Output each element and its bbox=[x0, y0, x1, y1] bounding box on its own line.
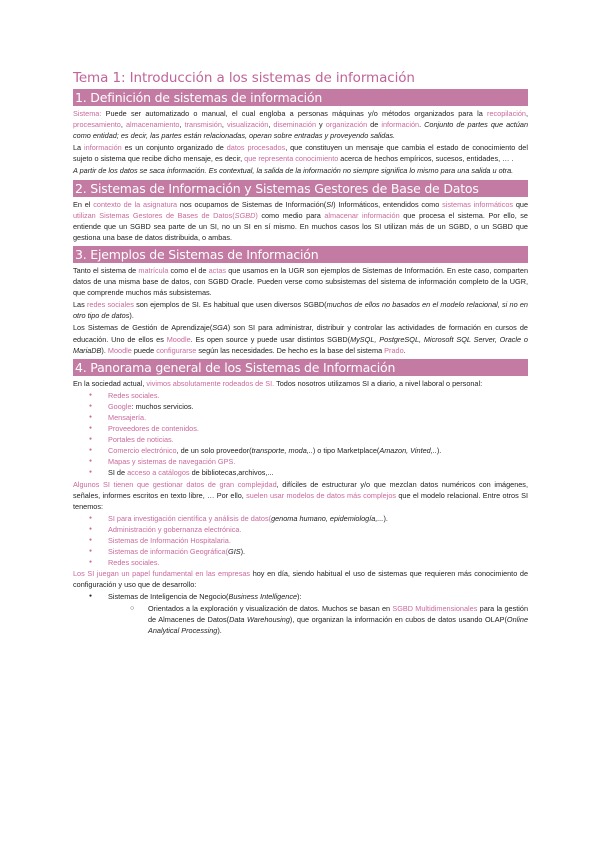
list-item: ● Comercio electrónico, de un solo proveedor(transporte, moda,..) o tipo Marketplace(Amazon, Vinted,..). bbox=[73, 445, 528, 456]
list-item: ● Administración y gobernanza electrónica. bbox=[73, 524, 528, 535]
list-item: ● Sistemas de información Geográfica(GIS). bbox=[73, 546, 528, 557]
paragraph-sga-moodle: Los Sistemas de Gestión de Aprendizaje(SGA) son SI para administrar, distribuir y controlar las actividades de formación en cursos de educación. Uno de ellos es Moodle. Es open source y puede usar distintos SGBD(MySQL, PostgreSQL, Microsoft SQL Server, Oracle o MariaDB). Moodle puede configurarse según las necesidades. De hecho es la base del sistema Prado. bbox=[73, 323, 528, 355]
paragraph-sistema-definition: Sistema: Puede ser automatizado o manual, el cual engloba a personas máquinas y/o métodos organizados para la recopilación, procesamiento, almacenamiento, transmisión, visualización, diseminación y organización de información. Conjunto de partes que actúan como entidad; es decir, las partes están relacionadas, operan sobre entradas y proveyendo salidas. bbox=[73, 109, 528, 141]
paragraph-empresas: Los SI juegan un papel fundamental en las empresas hoy en día, siendo habitual el uso de sistemas que requieren más conocimiento de configuración y uso que de desarrollo: bbox=[73, 569, 528, 590]
list-business-si bbox=[73, 591, 528, 635]
list-item: ○ Orientados a la exploración y visualización de datos. Muchos se basan en SGBD Multidimensionales para la gestión de Almacenes de Datos(Data Warehousing), que organizan la información en cubos de datos usando OLAP(Online Analytical Processing). bbox=[73, 603, 528, 636]
section-heading-3: 3. Ejemplos de Sistemas de Información bbox=[73, 246, 528, 263]
list-item: ● Sistemas de Información Hospitalaria. bbox=[73, 535, 528, 546]
paragraph-sociedad-actual: En la sociedad actual, vivimos absolutamente rodeados de SI. Todos nosotros utilizamos SI a diario, a nivel laboral o personal: bbox=[73, 378, 483, 388]
list-item: ● SI de acceso a catálogos de bibliotecas,archivos,... bbox=[73, 467, 528, 478]
list-item: ● Redes sociales. bbox=[73, 390, 528, 401]
list-complex-si bbox=[73, 513, 528, 568]
section-heading-1: 1. Definición de sistemas de información bbox=[73, 89, 528, 106]
list-item: ● Proveedores de contenidos. bbox=[73, 423, 528, 434]
document-title: Tema 1: Introducción a los sistemas de información bbox=[73, 70, 415, 86]
list-item: ● Mensajería. bbox=[73, 412, 528, 423]
paragraph-ugr-example: Tanto el sistema de matrícula como el de actas que usamos en la UGR son ejemplos de Sistemas de Información. En este caso, comparten datos de una misma base de datos, con SGBD Oracle. Pueden verse como subsistemas del sistema de información completo de la UGR, que comprende muchos más subsistemas. bbox=[73, 265, 528, 298]
paragraph-datos-informacion: A partir de los datos se saca información. Es contextual, la salida de la información no siempre significa lo mismo para una salida u otra. bbox=[73, 166, 514, 176]
list-item: ● Redes sociales. bbox=[73, 557, 528, 568]
list-item: ● Google: muchos servicios. bbox=[73, 401, 528, 412]
list-item: ● Sistemas de Inteligencia de Negocio(Business Intelligence): bbox=[73, 591, 528, 602]
paragraph-datos-complejos: Algunos SI tienen que gestionar datos de gran complejidad, difíciles de estructurar y/o que mezclan datos numéricos con imágenes, señales, informes escritos en texto libre, … Por ello, suelen usar modelos de datos más complejos que el modelo relacional. Entre otros SI tenemos: bbox=[73, 479, 528, 511]
document-page bbox=[73, 70, 528, 636]
paragraph-informacion-definition: La información es un conjunto organizado de datos procesados, que constituyen un mensaje que cambia el estado de conocimiento del sujeto o sistema que recibe dicho mensaje, es decir, que representa conocimiento acerca de hechos empíricos, sucesos, entidades, … . bbox=[73, 143, 528, 164]
section-heading-4: 4. Panorama general de los Sistemas de Información bbox=[73, 359, 528, 376]
section-heading-2: 2. Sistemas de Información y Sistemas Gestores de Base de Datos bbox=[73, 180, 528, 197]
paragraph-redes-sociales: Las redes sociales son ejemplos de SI. Es habitual que usen diversos SGBD(muchos de ellos no basados en el modelo relacional, si no en otro tipo de datos). bbox=[73, 300, 528, 321]
list-item: ● Mapas y sistemas de navegación GPS. bbox=[73, 456, 528, 467]
list-item: ● Portales de noticias. bbox=[73, 434, 528, 445]
list-daily-si bbox=[73, 390, 528, 479]
list-item: ● SI para investigación científica y análisis de datos(genoma humano, epidemiología,...). bbox=[73, 513, 528, 524]
paragraph-si-sgbd: En el contexto de la asignatura nos ocupamos de Sistemas de Información(SI) Informáticos, entendidos como sistemas informáticos que utilizan Sistemas Gestores de Bases de Datos(SGBD) como medio para almacenar información que procesa el sistema. Por ello, se entiende que un SGBD sea parte de un SI, no un SI en sí mismo. En muchos casos los SI utilizan más de un SGBD, o un SGBD que gestiona una base de datos distribuida, o ambas. bbox=[73, 199, 529, 242]
